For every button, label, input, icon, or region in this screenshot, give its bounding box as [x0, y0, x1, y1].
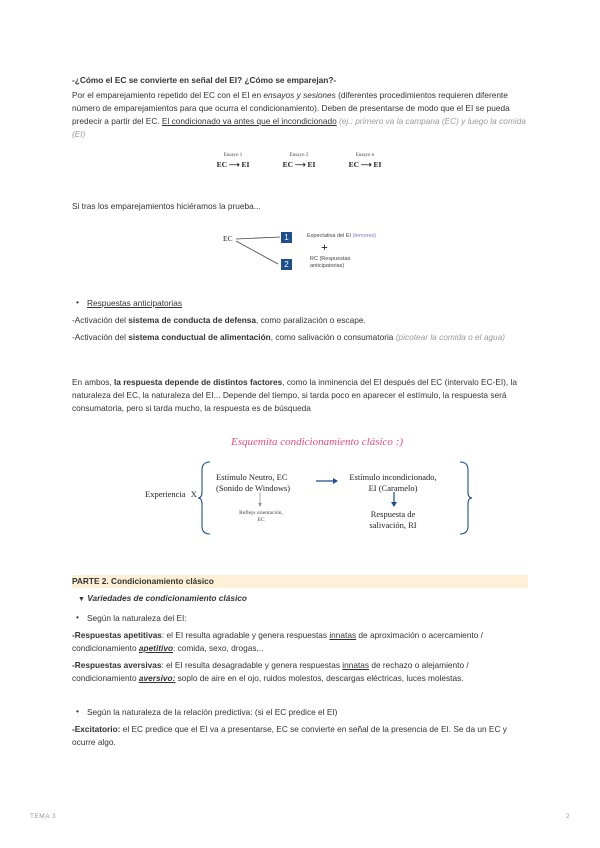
footer-topic: TEMA 3	[30, 813, 57, 820]
pairing-trial-n: Ensayo n EC ⟶ EI	[348, 153, 382, 169]
scheme-orientation-reflex: Reflejo orientación, EC	[239, 510, 283, 523]
feeding-system-line: -Activación del sistema conductual de alimentación, como salivación o consumatoria (picotear la comida o el agua)	[72, 332, 506, 342]
bullet-dot: •	[76, 612, 79, 622]
scheme-salivation-response: Respuesta de salivación, RI	[369, 509, 417, 530]
pairing-paragraph: Por el emparejamiento repetido del EC con el EI en ensayos y sesiones (diferentes procedimientos requieren diferente número de emparejamientos para que ocurra el condicionamiento). Deben de presentarse de modo que el EI se pueda predecir a partir del EC. El condicionado va antes que el incondicionado (ej.: primero va la campana (EC) y luego la comida (EI)	[72, 90, 526, 139]
aversive-paragraph: -Respuestas aversivas: el EI resulta desagradable y genera respuestas innatas de rechazo o alejamiento / condicionamiento aversivo: soplo de aire en el ojo, ruidos molestos, descargas eléctricas, luces molestas.	[72, 660, 469, 683]
test-intro: Si tras los emparejamientos hiciéramos la prueba...	[72, 201, 261, 211]
appetitive-paragraph: -Respuestas apetitivas: el EI resulta agradable y genera respuestas innatas de aproximación o acercamiento / condicionamiento apetitivo: comida, sexo, drogas,..	[72, 630, 483, 653]
bullet-dot: •	[76, 706, 79, 716]
option-box-2: 2	[281, 259, 292, 270]
nature-ei-bullet: Según la naturaleza del EI:	[87, 613, 187, 623]
footer-page-number: 2	[566, 813, 571, 820]
scheme-neutral-stimulus: Estímulo Neutro, EC (Sonido de Windows)	[216, 472, 291, 493]
pairing-trial-2: Ensayo 2 EC ⟶ EI	[282, 153, 316, 169]
option-1-text: Expectativa del EI (temores)	[307, 233, 377, 239]
pairing-trial-1: Ensayo 1 EC ⟶ EI	[216, 153, 250, 169]
factors-paragraph: En ambos, la respuesta depende de distintos factores, como la inminencia del EI después del EC (intervalo EC-EI), la naturaleza del EC, la naturaleza del EI... Depende del tiempo, si tarda poco en aparecer el estímulo, la respuesta será consumatoria, pero si tarda mucho, la respuesta es de búsqueda	[72, 377, 517, 413]
plus-sign: +	[321, 240, 328, 254]
scheme-unconditioned-stimulus: Estímulo incondicionado, EI (Caramelo)	[349, 472, 437, 493]
test-ec-label: EC	[223, 234, 233, 243]
option-2-text: RC (Respuestas anticipatorias)	[310, 256, 351, 269]
variedades-toggle[interactable]: ▼ Variedades de condicionamiento clásico	[78, 593, 247, 603]
bullet-dot: •	[76, 297, 79, 307]
excitatory-paragraph: -Excitatorio: el EC predice que el EI va a presentarse, EC se convierte en señal de la presencia de EI. Se da un EC y ocurre algo.	[72, 724, 507, 747]
option-box-1: 1	[281, 232, 292, 243]
section-question-title: -¿Cómo el EC se convierte en señal del EI? ¿Cómo se emparejan?-	[72, 75, 337, 85]
predictive-relation-bullet: Según la naturaleza de la relación predictiva: (si el EC predice el EI)	[87, 707, 338, 717]
part2-header: PARTE 2. Condicionamiento clásico	[72, 575, 528, 588]
anticipatory-bullet: Respuestas anticipatorias	[87, 298, 183, 308]
scheme-title: Esquemita condicionamiento clásico :)	[231, 436, 403, 448]
test-branch-lines	[234, 233, 284, 267]
defense-system-line: -Activación del sistema de conducta de defensa, como paralización o escape.	[72, 315, 366, 325]
scheme-experience: Experiencia X	[145, 489, 197, 499]
